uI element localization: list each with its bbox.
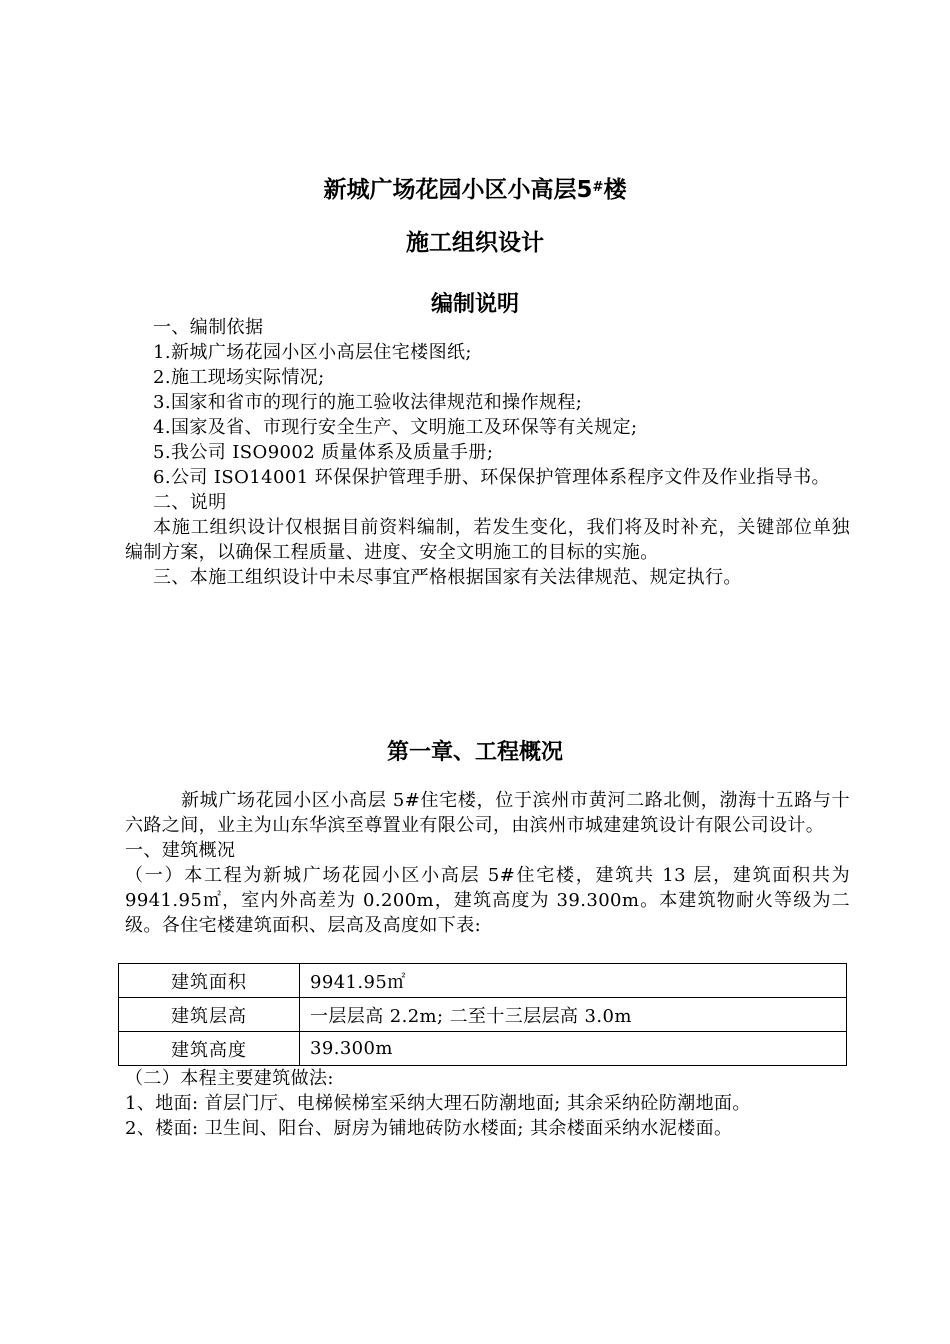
method-item: 1、地面: 首层门厅、电梯候梯室采纳大理石防潮地面; 其余采纳砼防潮地面。	[125, 1093, 751, 1114]
table-row	[119, 964, 847, 998]
basis-item: 2.施工现场实际情况;	[153, 367, 325, 388]
method-item: 2、楼面: 卫生间、阳台、厨房为铺地砖防水楼面; 其余楼面采纳水泥楼面。	[125, 1118, 733, 1139]
table-cell-label: 建筑高度	[119, 1032, 300, 1066]
document-subtitle: 施工组织设计	[406, 230, 544, 256]
methods-heading: （二）本程主要建筑做法:	[125, 1068, 334, 1089]
document-title: 新城广场花园小区小高层5#楼	[323, 177, 627, 203]
building-spec-table	[118, 963, 847, 1066]
table-cell-label: 建筑面积	[119, 964, 300, 998]
section-title-compilation: 编制说明	[430, 292, 519, 317]
table-cell-value: 9941.95㎡	[300, 964, 847, 998]
project-intro-paragraph: 新城广场花园小区小高层 5#住宅楼，位于滨州市黄河二路北侧，渤海十五路与十六路之间，业主为山东华滨至尊置业有限公司，由滨州市城建建筑设计有限公司设计。	[125, 790, 850, 836]
table-row	[119, 1032, 847, 1066]
note-heading: 二、说明	[153, 492, 227, 513]
table-cell-value: 一层层高 2.2m; 二至十三层层高 3.0m	[300, 998, 847, 1032]
table-row	[119, 998, 847, 1032]
basis-item: 6.公司 ISO14001 环保保护管理手册、环保保护管理体系程序文件及作业指导书。	[153, 467, 830, 488]
basis-item: 5.我公司 ISO9002 质量体系及质量手册;	[153, 442, 494, 463]
compilation-section	[125, 315, 850, 590]
basis-item: 1.新城广场花园小区小高层住宅楼图纸;	[153, 342, 472, 363]
architecture-heading: 一、建筑概况	[125, 840, 236, 861]
construction-methods-section	[125, 1066, 850, 1141]
chapter-one-intro	[125, 788, 850, 938]
architecture-paragraph: （一）本工程为新城广场花园小区小高层 5#住宅楼，建筑共 13 层，建筑面积共为 9941.95㎡，室内外高差为 0.200m，建筑高度为 39.300m。本建筑物耐火等级为二级。各住宅楼建筑面积、层高及高度如下表:	[125, 865, 850, 936]
note-item-three: 三、本施工组织设计中未尽事宜严格根据国家有关法律规范、规定执行。	[153, 567, 742, 588]
title-superscript: #	[592, 180, 604, 195]
table-cell-label: 建筑层高	[119, 998, 300, 1032]
basis-item: 3.国家和省市的现行的施工验收法律规范和操作规程;	[153, 392, 583, 413]
chapter-one-title: 第一章、工程概况	[386, 740, 563, 765]
basis-heading: 一、编制依据	[153, 317, 264, 338]
basis-item: 4.国家及省、市现行安全生产、文明施工及环保等有关规定;	[153, 417, 638, 438]
table-cell-value: 39.300m	[300, 1032, 847, 1066]
note-paragraph: 本施工组织设计仅根据目前资料编制，若发生变化，我们将及时补充，关键部位单独编制方案，以确保工程质量、进度、安全文明施工的目标的实施。	[125, 517, 850, 563]
